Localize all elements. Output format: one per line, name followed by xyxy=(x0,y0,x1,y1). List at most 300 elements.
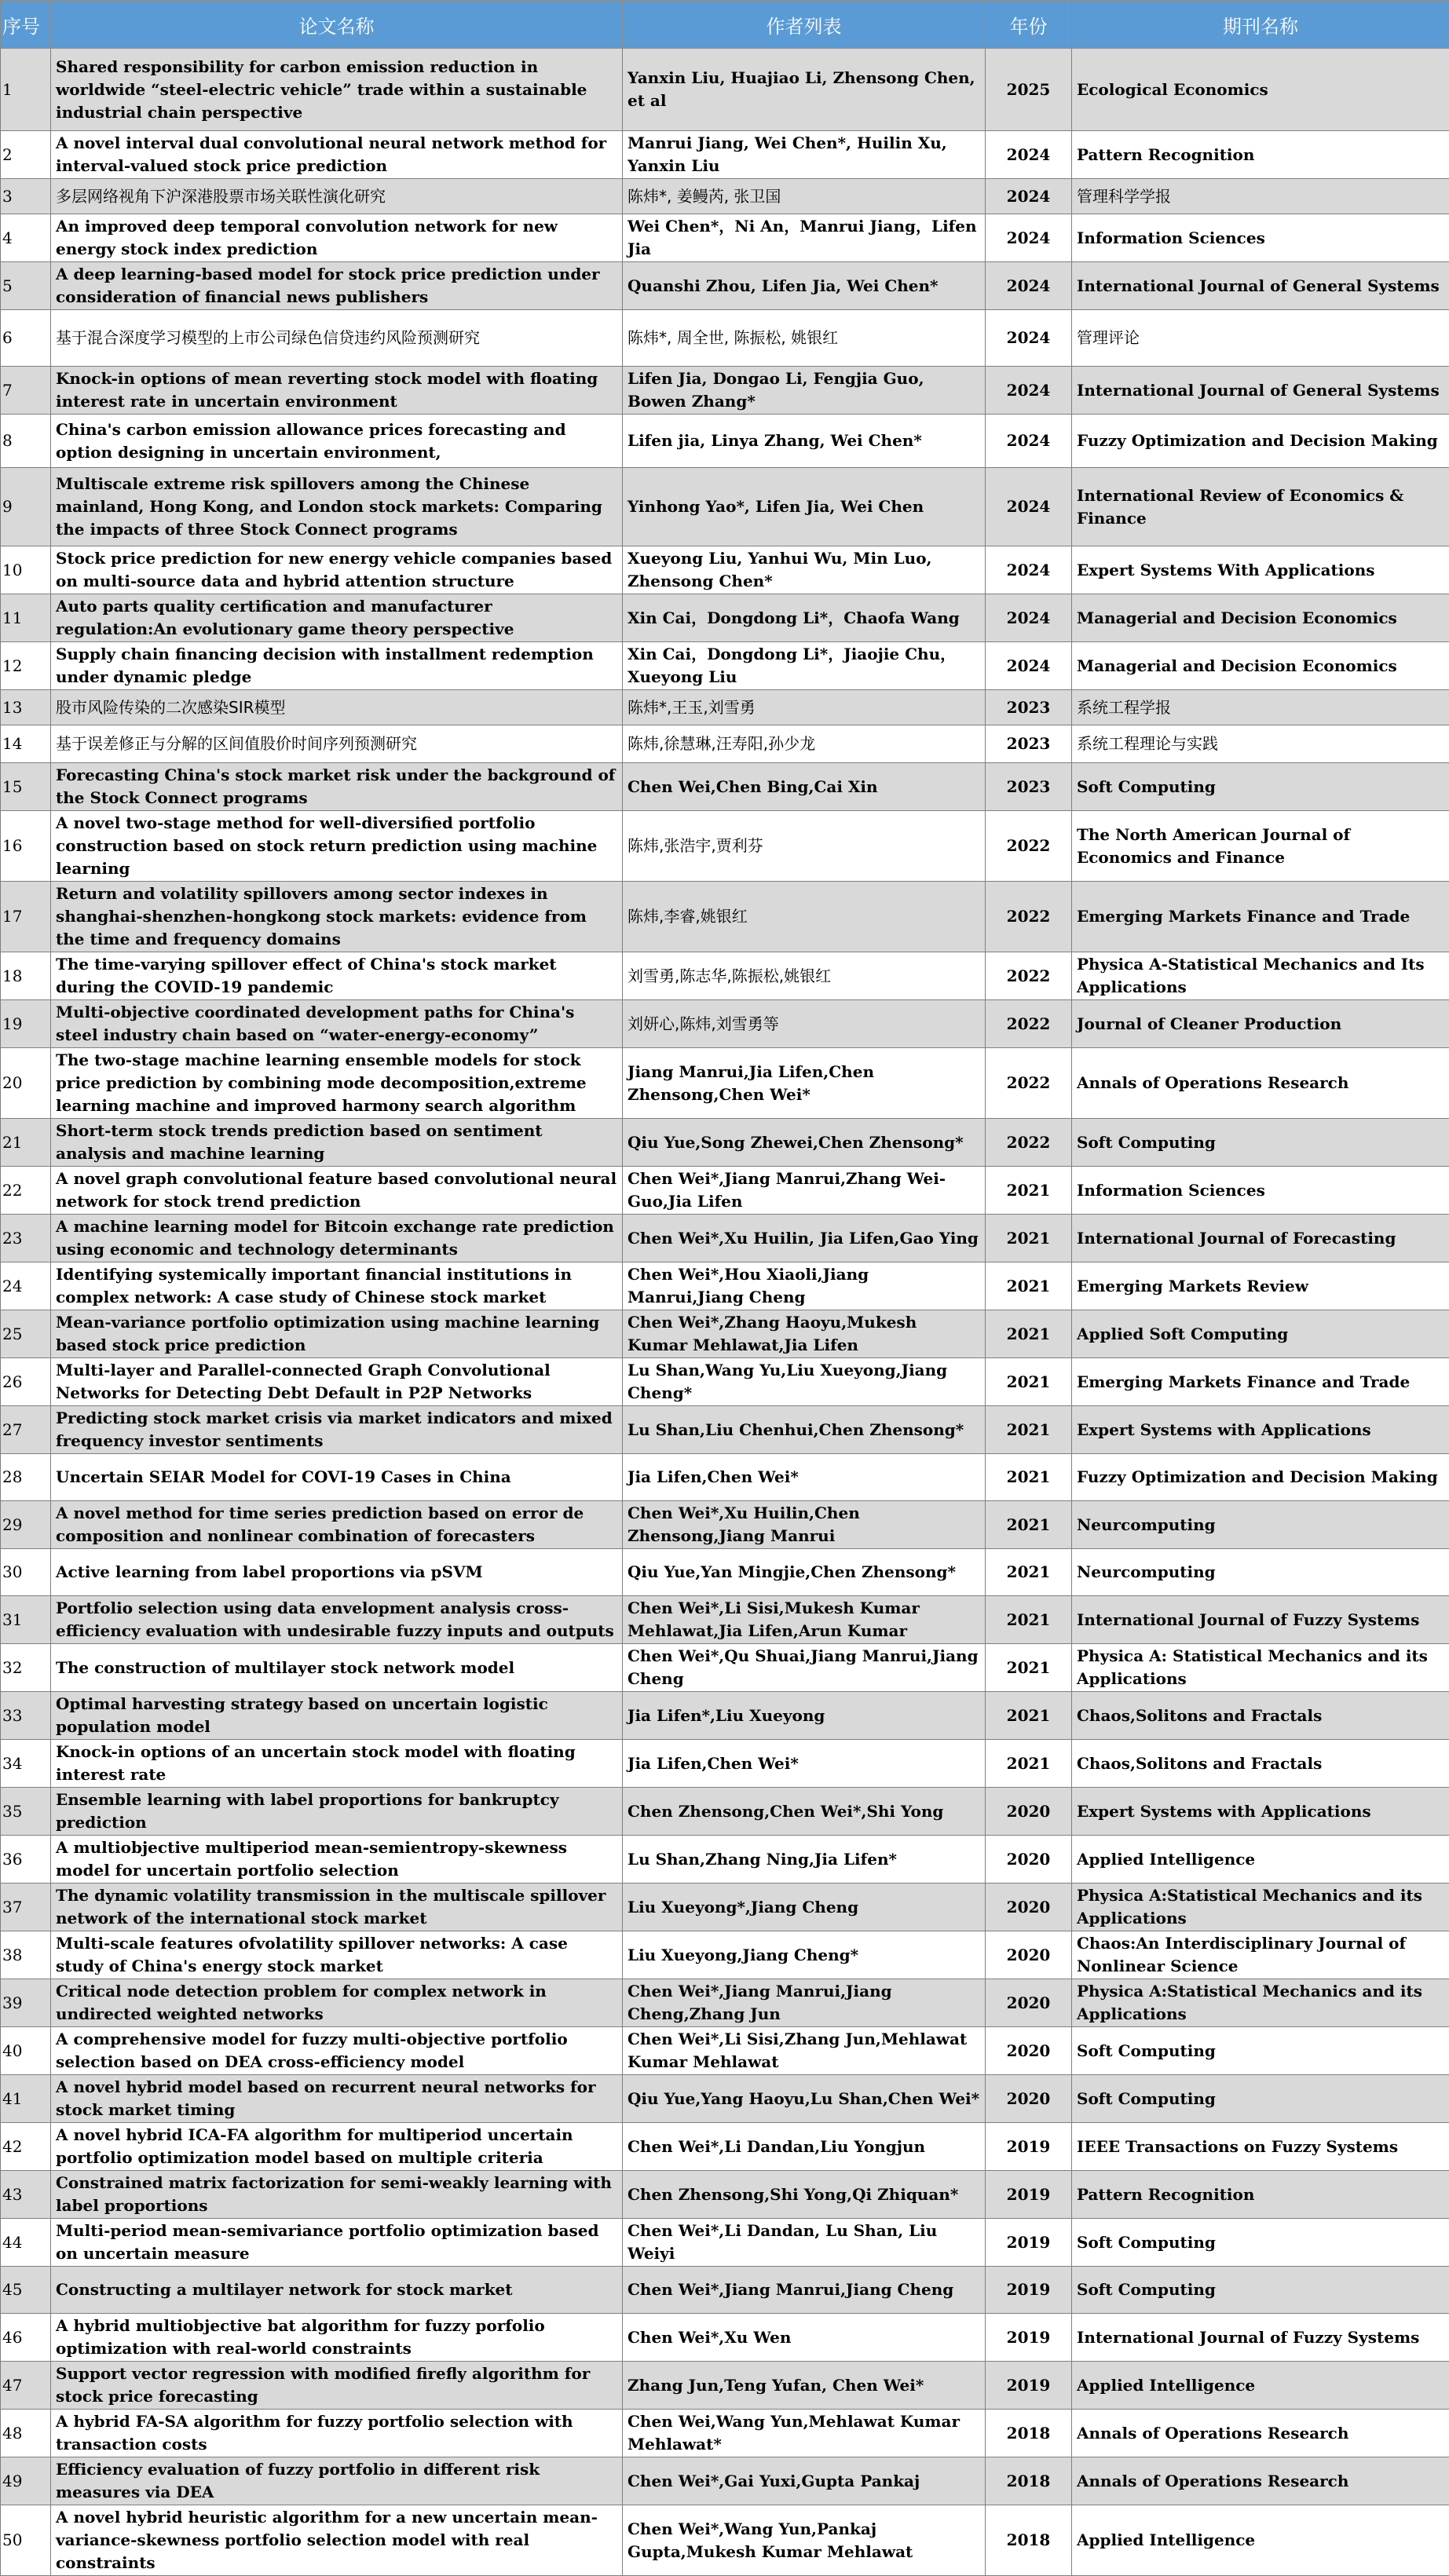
authors: 刘妍心,陈炜,刘雪勇等 xyxy=(623,1000,986,1048)
table-row xyxy=(1,310,1449,367)
journal: Annals of Operations Research xyxy=(1072,2457,1449,2505)
paper-title: Predicting stock market crisis via market indicators and mixed frequency investor sentiments xyxy=(51,1406,623,1454)
row-no: 8 xyxy=(1,415,51,468)
authors: Lu Shan,Wang Yu,Liu Xueyong,Jiang Cheng* xyxy=(623,1358,986,1406)
year: 2022 xyxy=(986,1000,1072,1048)
paper-title: Constructing a multilayer network for stock market xyxy=(51,2267,623,2314)
table-row xyxy=(1,2171,1449,2219)
authors: Chen Wei*,Li Dandan,Liu Yongjun xyxy=(623,2123,986,2171)
authors: Jia Lifen,Chen Wei* xyxy=(623,1740,986,1788)
row-no: 33 xyxy=(1,1692,51,1740)
year: 2022 xyxy=(986,1119,1072,1167)
row-no: 24 xyxy=(1,1262,51,1310)
year: 2019 xyxy=(986,2267,1072,2314)
year: 2020 xyxy=(986,1788,1072,1836)
paper-title: A novel hybrid model based on recurrent neural networks for stock market timing xyxy=(51,2075,623,2123)
paper-title: A deep learning-based model for stock price prediction under consideration of financial news publishers xyxy=(51,262,623,310)
table-row xyxy=(1,2410,1449,2457)
header-no: 序号 xyxy=(1,1,51,49)
table-row xyxy=(1,1215,1449,1262)
journal: Soft Computing xyxy=(1072,2219,1449,2267)
row-no: 49 xyxy=(1,2457,51,2505)
header-title: 论文名称 xyxy=(51,1,623,49)
authors: Chen Wei*,Jiang Manrui,Jiang Cheng,Zhang Jun xyxy=(623,1979,986,2027)
table-row xyxy=(1,415,1449,468)
table-row xyxy=(1,1836,1449,1884)
table-row xyxy=(1,1119,1449,1167)
paper-title: The time-varying spillover effect of China's stock market during the COVID-19 pandemic xyxy=(51,952,623,1000)
row-no: 44 xyxy=(1,2219,51,2267)
journal: Annals of Operations Research xyxy=(1072,2410,1449,2457)
row-no: 35 xyxy=(1,1788,51,1836)
authors: 陈炜*, 周全世, 陈振松, 姚银红 xyxy=(623,310,986,367)
authors: Qiu Yue,Yan Mingjie,Chen Zhensong* xyxy=(623,1549,986,1596)
journal: International Journal of General Systems xyxy=(1072,367,1449,415)
table-row xyxy=(1,2362,1449,2410)
table-row xyxy=(1,690,1449,725)
year: 2021 xyxy=(986,1549,1072,1596)
row-no: 20 xyxy=(1,1048,51,1119)
year: 2023 xyxy=(986,763,1072,811)
year: 2024 xyxy=(986,594,1072,642)
authors: Chen Wei*,Jiang Manrui,Zhang Wei-Guo,Jia Lifen xyxy=(623,1167,986,1215)
authors: Chen Wei*,Li Sisi,Zhang Jun,Mehlawat Kumar Mehlawat xyxy=(623,2027,986,2075)
authors: 陈炜,李睿,姚银红 xyxy=(623,882,986,952)
row-no: 46 xyxy=(1,2314,51,2362)
row-no: 4 xyxy=(1,214,51,262)
authors: Chen Wei*,Hou Xiaoli,Jiang Manrui,Jiang Cheng xyxy=(623,1262,986,1310)
journal: 系统工程学报 xyxy=(1072,690,1449,725)
journal: International Journal of General Systems xyxy=(1072,262,1449,310)
row-no: 7 xyxy=(1,367,51,415)
paper-title: A novel two-stage method for well-diversified portfolio construction based on stock return prediction using machine learning xyxy=(51,811,623,882)
year: 2023 xyxy=(986,725,1072,763)
authors: Lu Shan,Zhang Ning,Jia Lifen* xyxy=(623,1836,986,1884)
authors: Chen Wei,Wang Yun,Mehlawat Kumar Mehlawat* xyxy=(623,2410,986,2457)
journal: Chaos:An Interdisciplinary Journal of Nonlinear Science xyxy=(1072,1931,1449,1979)
journal: International Journal of Forecasting xyxy=(1072,1215,1449,1262)
journal: Managerial and Decision Economics xyxy=(1072,594,1449,642)
journal: Emerging Markets Finance and Trade xyxy=(1072,1358,1449,1406)
row-no: 25 xyxy=(1,1310,51,1358)
row-no: 14 xyxy=(1,725,51,763)
authors: Liu Xueyong*,Jiang Cheng xyxy=(623,1884,986,1931)
paper-title: A hybrid multiobjective bat algorithm for fuzzy porfolio optimization with real-world constraints xyxy=(51,2314,623,2362)
table-row xyxy=(1,763,1449,811)
table-row xyxy=(1,546,1449,594)
paper-title: 多层网络视角下沪深港股票市场关联性演化研究 xyxy=(51,179,623,214)
row-no: 12 xyxy=(1,642,51,690)
row-no: 47 xyxy=(1,2362,51,2410)
authors: Chen Wei*,Gai Yuxi,Gupta Pankaj xyxy=(623,2457,986,2505)
authors: Liu Xueyong,Jiang Cheng* xyxy=(623,1931,986,1979)
row-no: 50 xyxy=(1,2505,51,2576)
row-no: 18 xyxy=(1,952,51,1000)
authors: Chen Wei*,Xu Wen xyxy=(623,2314,986,2362)
table-row xyxy=(1,2123,1449,2171)
row-no: 32 xyxy=(1,1644,51,1692)
paper-title: Short-term stock trends prediction based on sentiment analysis and machine learning xyxy=(51,1119,623,1167)
row-no: 17 xyxy=(1,882,51,952)
table-row xyxy=(1,811,1449,882)
journal: Expert Systems with Applications xyxy=(1072,1406,1449,1454)
table-row xyxy=(1,2314,1449,2362)
journal: Physica A:Statistical Mechanics and its Applications xyxy=(1072,1884,1449,1931)
year: 2022 xyxy=(986,952,1072,1000)
journal: Soft Computing xyxy=(1072,2075,1449,2123)
table-row xyxy=(1,1358,1449,1406)
authors: Manrui Jiang, Wei Chen*, Huilin Xu, Yanxin Liu xyxy=(623,131,986,179)
table-row xyxy=(1,594,1449,642)
row-no: 6 xyxy=(1,310,51,367)
year: 2024 xyxy=(986,468,1072,546)
paper-title: Auto parts quality certification and manufacturer regulation:An evolutionary game theory perspective xyxy=(51,594,623,642)
authors: 陈炜,张浩宇,贾利芬 xyxy=(623,811,986,882)
year: 2022 xyxy=(986,882,1072,952)
year: 2019 xyxy=(986,2171,1072,2219)
journal: IEEE Transactions on Fuzzy Systems xyxy=(1072,2123,1449,2171)
row-no: 3 xyxy=(1,179,51,214)
authors: Chen Wei*,Jiang Manrui,Jiang Cheng xyxy=(623,2267,986,2314)
authors: Chen Zhensong,Shi Yong,Qi Zhiquan* xyxy=(623,2171,986,2219)
year: 2021 xyxy=(986,1501,1072,1549)
header-row xyxy=(1,1,1449,49)
authors: Xin Cai，Dongdong Li*，Chaofa Wang xyxy=(623,594,986,642)
row-no: 23 xyxy=(1,1215,51,1262)
table-row xyxy=(1,2505,1449,2576)
authors: Xueyong Liu, Yanhui Wu, Min Luo, Zhensong Chen* xyxy=(623,546,986,594)
year: 2020 xyxy=(986,1884,1072,1931)
paper-title: An improved deep temporal convolution network for new energy stock index prediction xyxy=(51,214,623,262)
authors: 刘雪勇,陈志华,陈振松,姚银红 xyxy=(623,952,986,1000)
year: 2024 xyxy=(986,642,1072,690)
year: 2021 xyxy=(986,1167,1072,1215)
year: 2024 xyxy=(986,415,1072,468)
row-no: 28 xyxy=(1,1454,51,1501)
year: 2018 xyxy=(986,2505,1072,2576)
table-header xyxy=(1,1,1449,49)
table-row xyxy=(1,642,1449,690)
authors: Lifen jia, Linya Zhang, Wei Chen* xyxy=(623,415,986,468)
year: 2024 xyxy=(986,214,1072,262)
journal: Emerging Markets Finance and Trade xyxy=(1072,882,1449,952)
row-no: 31 xyxy=(1,1596,51,1644)
table-row xyxy=(1,1979,1449,2027)
table-row xyxy=(1,1000,1449,1048)
year: 2023 xyxy=(986,690,1072,725)
authors: Chen Wei*,Qu Shuai,Jiang Manrui,Jiang Cheng xyxy=(623,1644,986,1692)
authors: Chen Wei*,Wang Yun,Pankaj Gupta,Mukesh Kumar Mehlawat xyxy=(623,2505,986,2576)
table-row xyxy=(1,952,1449,1000)
journal: International Review of Economics & Finance xyxy=(1072,468,1449,546)
paper-title: Stock price prediction for new energy vehicle companies based on multi-source data and hybrid attention structure xyxy=(51,546,623,594)
paper-title: Shared responsibility for carbon emission reduction in worldwide “steel-electric vehicle” trade within a sustainable industrial chain perspective xyxy=(51,49,623,131)
table-row xyxy=(1,179,1449,214)
row-no: 11 xyxy=(1,594,51,642)
row-no: 30 xyxy=(1,1549,51,1596)
authors: Chen Zhensong,Chen Wei*,Shi Yong xyxy=(623,1788,986,1836)
table-row xyxy=(1,1262,1449,1310)
paper-title: Multi-layer and Parallel-connected Graph Convolutional Networks for Detecting Debt Default in P2P Networks xyxy=(51,1358,623,1406)
year: 2021 xyxy=(986,1454,1072,1501)
journal: Fuzzy Optimization and Decision Making xyxy=(1072,415,1449,468)
paper-title: 基于误差修正与分解的区间值股价时间序列预测研究 xyxy=(51,725,623,763)
paper-title: 基于混合深度学习模型的上市公司绿色信贷违约风险预测研究 xyxy=(51,310,623,367)
year: 2024 xyxy=(986,546,1072,594)
paper-title: Mean-variance portfolio optimization using machine learning based stock price prediction xyxy=(51,1310,623,1358)
journal: Managerial and Decision Economics xyxy=(1072,642,1449,690)
row-no: 39 xyxy=(1,1979,51,2027)
year: 2021 xyxy=(986,1692,1072,1740)
table-body xyxy=(1,49,1449,2576)
row-no: 37 xyxy=(1,1884,51,1931)
paper-title: Multi-scale features ofvolatility spillover networks: A case study of China's energy stock market xyxy=(51,1931,623,1979)
journal: Applied Soft Computing xyxy=(1072,1310,1449,1358)
journal: International Journal of Fuzzy Systems xyxy=(1072,1596,1449,1644)
year: 2022 xyxy=(986,811,1072,882)
year: 2020 xyxy=(986,1836,1072,1884)
row-no: 5 xyxy=(1,262,51,310)
header-authors: 作者列表 xyxy=(623,1,986,49)
journal: International Journal of Fuzzy Systems xyxy=(1072,2314,1449,2362)
authors: Chen Wei*,Li Dandan, Lu Shan, Liu Weiyi xyxy=(623,2219,986,2267)
year: 2019 xyxy=(986,2314,1072,2362)
paper-title: The construction of multilayer stock network model xyxy=(51,1644,623,1692)
authors: Lu Shan,Liu Chenhui,Chen Zhensong* xyxy=(623,1406,986,1454)
row-no: 9 xyxy=(1,468,51,546)
year: 2021 xyxy=(986,1358,1072,1406)
row-no: 29 xyxy=(1,1501,51,1549)
journal: Emerging Markets Review xyxy=(1072,1262,1449,1310)
paper-title: A hybrid FA-SA algorithm for fuzzy portfolio selection with transaction costs xyxy=(51,2410,623,2457)
table-row xyxy=(1,1549,1449,1596)
paper-title: Forecasting China's stock market risk under the background of the Stock Connect programs xyxy=(51,763,623,811)
table-row xyxy=(1,1884,1449,1931)
journal: Applied Intelligence xyxy=(1072,2362,1449,2410)
year: 2020 xyxy=(986,2075,1072,2123)
header-year: 年份 xyxy=(986,1,1072,49)
table-row xyxy=(1,468,1449,546)
paper-title: Identifying systemically important financial institutions in complex network: A case study of Chinese stock market xyxy=(51,1262,623,1310)
row-no: 27 xyxy=(1,1406,51,1454)
table-row xyxy=(1,2457,1449,2505)
row-no: 40 xyxy=(1,2027,51,2075)
paper-title: Portfolio selection using data envelopment analysis cross-efficiency evaluation with undesirable fuzzy inputs and outputs xyxy=(51,1596,623,1644)
journal: Physica A: Statistical Mechanics and its Applications xyxy=(1072,1644,1449,1692)
table-row xyxy=(1,1454,1449,1501)
paper-title: A machine learning model for Bitcoin exchange rate prediction using economic and technology determinants xyxy=(51,1215,623,1262)
table-row xyxy=(1,1048,1449,1119)
year: 2020 xyxy=(986,2027,1072,2075)
authors: Qiu Yue,Song Zhewei,Chen Zhensong* xyxy=(623,1119,986,1167)
paper-title: Optimal harvesting strategy based on uncertain logistic population model xyxy=(51,1692,623,1740)
table-row xyxy=(1,2075,1449,2123)
paper-title: A novel method for time series prediction based on error de composition and nonlinear combination of forecasters xyxy=(51,1501,623,1549)
journal: The North American Journal of Economics and Finance xyxy=(1072,811,1449,882)
table-row xyxy=(1,1167,1449,1215)
row-no: 38 xyxy=(1,1931,51,1979)
row-no: 15 xyxy=(1,763,51,811)
journal: Chaos,Solitons and Fractals xyxy=(1072,1692,1449,1740)
paper-title: A novel hybrid heuristic algorithm for a new uncertain mean-variance-skewness portfolio selection model with real constraints xyxy=(51,2505,623,2576)
authors: 陈炜*, 姜鳗芮, 张卫国 xyxy=(623,179,986,214)
table-row xyxy=(1,49,1449,131)
journal: Applied Intelligence xyxy=(1072,2505,1449,2576)
paper-title: Knock-in options of an uncertain stock model with floating interest rate xyxy=(51,1740,623,1788)
paper-title: Uncertain SEIAR Model for COVI-19 Cases in China xyxy=(51,1454,623,1501)
table-row xyxy=(1,1310,1449,1358)
journal: Pattern Recognition xyxy=(1072,2171,1449,2219)
paper-title: A comprehensive model for fuzzy multi-objective portfolio selection based on DEA cross-efficiency model xyxy=(51,2027,623,2075)
authors: Qiu Yue,Yang Haoyu,Lu Shan,Chen Wei* xyxy=(623,2075,986,2123)
year: 2019 xyxy=(986,2362,1072,2410)
authors: Xin Cai，Dongdong Li*，Jiaojie Chu，Xueyong Liu xyxy=(623,642,986,690)
year: 2025 xyxy=(986,49,1072,131)
table-row xyxy=(1,1596,1449,1644)
year: 2019 xyxy=(986,2219,1072,2267)
paper-title: A novel interval dual convolutional neural network method for interval-valued stock price prediction xyxy=(51,131,623,179)
journal: Expert Systems with Applications xyxy=(1072,1788,1449,1836)
authors: Chen Wei,Chen Bing,Cai Xin xyxy=(623,763,986,811)
journal: Ecological Economics xyxy=(1072,49,1449,131)
table-row xyxy=(1,1740,1449,1788)
journal: Soft Computing xyxy=(1072,2267,1449,2314)
year: 2021 xyxy=(986,1596,1072,1644)
journal: Journal of Cleaner Production xyxy=(1072,1000,1449,1048)
paper-title: Support vector regression with modified firefly algorithm for stock price forecasting xyxy=(51,2362,623,2410)
header-journal: 期刊名称 xyxy=(1072,1,1449,49)
journal: 管理科学学报 xyxy=(1072,179,1449,214)
year: 2020 xyxy=(986,1931,1072,1979)
row-no: 22 xyxy=(1,1167,51,1215)
paper-title: China's carbon emission allowance prices forecasting and option designing in uncertain environment, xyxy=(51,415,623,468)
paper-title: Ensemble learning with label proportions for bankruptcy prediction xyxy=(51,1788,623,1836)
authors: Chen Wei*,Xu Huilin, Jia Lifen,Gao Ying xyxy=(623,1215,986,1262)
table-row xyxy=(1,1644,1449,1692)
journal: 管理评论 xyxy=(1072,310,1449,367)
row-no: 41 xyxy=(1,2075,51,2123)
row-no: 16 xyxy=(1,811,51,882)
year: 2021 xyxy=(986,1406,1072,1454)
paper-title: A novel hybrid ICA-FA algorithm for multiperiod uncertain portfolio optimization model based on multiple criteria xyxy=(51,2123,623,2171)
paper-title: 股市风险传染的二次感染SIR模型 xyxy=(51,690,623,725)
authors: Zhang Jun,Teng Yufan, Chen Wei* xyxy=(623,2362,986,2410)
row-no: 48 xyxy=(1,2410,51,2457)
journal: Soft Computing xyxy=(1072,763,1449,811)
paper-title: The dynamic volatility transmission in the multiscale spillover network of the international stock market xyxy=(51,1884,623,1931)
paper-title: Efficiency evaluation of fuzzy portfolio in different risk measures via DEA xyxy=(51,2457,623,2505)
row-no: 1 xyxy=(1,49,51,131)
row-no: 43 xyxy=(1,2171,51,2219)
journal: Chaos,Solitons and Fractals xyxy=(1072,1740,1449,1788)
row-no: 34 xyxy=(1,1740,51,1788)
authors: Chen Wei*,Li Sisi,Mukesh Kumar Mehlawat,Jia Lifen,Arun Kumar xyxy=(623,1596,986,1644)
row-no: 19 xyxy=(1,1000,51,1048)
journal: Expert Systems With Applications xyxy=(1072,546,1449,594)
authors: Jia Lifen,Chen Wei* xyxy=(623,1454,986,1501)
authors: Chen Wei*,Xu Huilin,Chen Zhensong,Jiang Manrui xyxy=(623,1501,986,1549)
year: 2024 xyxy=(986,179,1072,214)
table-row xyxy=(1,2219,1449,2267)
paper-title: Multi-objective coordinated development paths for China's steel industry chain based on “water-energy-economy” xyxy=(51,1000,623,1048)
year: 2021 xyxy=(986,1215,1072,1262)
year: 2021 xyxy=(986,1262,1072,1310)
table-row xyxy=(1,367,1449,415)
journal: Information Sciences xyxy=(1072,1167,1449,1215)
year: 2024 xyxy=(986,131,1072,179)
journal: Fuzzy Optimization and Decision Making xyxy=(1072,1454,1449,1501)
table-row xyxy=(1,1406,1449,1454)
journal: 系统工程理论与实践 xyxy=(1072,725,1449,763)
authors: Jiang Manrui,Jia Lifen,Chen Zhensong,Chen Wei* xyxy=(623,1048,986,1119)
journal: Neurcomputing xyxy=(1072,1549,1449,1596)
table-row xyxy=(1,882,1449,952)
table-row xyxy=(1,214,1449,262)
authors: Chen Wei*,Zhang Haoyu,Mukesh Kumar Mehlawat,Jia Lifen xyxy=(623,1310,986,1358)
journal: Applied Intelligence xyxy=(1072,1836,1449,1884)
authors: Yinhong Yao*, Lifen Jia, Wei Chen xyxy=(623,468,986,546)
paper-title: A novel graph convolutional feature based convolutional neural network for stock trend prediction xyxy=(51,1167,623,1215)
row-no: 36 xyxy=(1,1836,51,1884)
paper-title: Critical node detection problem for complex network in undirected weighted networks xyxy=(51,1979,623,2027)
paper-title: A multiobjective multiperiod mean-semientropy-skewness model for uncertain portfolio selection xyxy=(51,1836,623,1884)
journal: Information Sciences xyxy=(1072,214,1449,262)
paper-title: Return and volatility spillovers among sector indexes in shanghai-shenzhen-hongkong stock markets: evidence from the time and frequency domains xyxy=(51,882,623,952)
row-no: 45 xyxy=(1,2267,51,2314)
table-row xyxy=(1,1501,1449,1549)
year: 2021 xyxy=(986,1740,1072,1788)
row-no: 42 xyxy=(1,2123,51,2171)
table-row xyxy=(1,131,1449,179)
authors: Lifen Jia, Dongao Li, Fengjia Guo, Bowen Zhang* xyxy=(623,367,986,415)
row-no: 2 xyxy=(1,131,51,179)
journal: Soft Computing xyxy=(1072,2027,1449,2075)
table-row xyxy=(1,2027,1449,2075)
table-row xyxy=(1,725,1449,763)
paper-title: Constrained matrix factorization for semi-weakly learning with label proportions xyxy=(51,2171,623,2219)
row-no: 10 xyxy=(1,546,51,594)
journal: Annals of Operations Research xyxy=(1072,1048,1449,1119)
year: 2018 xyxy=(986,2410,1072,2457)
paper-title: Multi-period mean-semivariance portfolio optimization based on uncertain measure xyxy=(51,2219,623,2267)
authors: Quanshi Zhou, Lifen Jia, Wei Chen* xyxy=(623,262,986,310)
table-row xyxy=(1,1692,1449,1740)
paper-title: Active learning from label proportions via pSVM xyxy=(51,1549,623,1596)
year: 2022 xyxy=(986,1048,1072,1119)
table-row xyxy=(1,1788,1449,1836)
table-row xyxy=(1,2267,1449,2314)
journal: Physica A:Statistical Mechanics and its Applications xyxy=(1072,1979,1449,2027)
paper-title: The two-stage machine learning ensemble models for stock price prediction by combining mode decomposition,extreme learning machine and improved harmony search algorithm xyxy=(51,1048,623,1119)
paper-title: Supply chain financing decision with installment redemption under dynamic pledge xyxy=(51,642,623,690)
journal: Physica A-Statistical Mechanics and Its Applications xyxy=(1072,952,1449,1000)
row-no: 26 xyxy=(1,1358,51,1406)
paper-title: Knock-in options of mean reverting stock model with floating interest rate in uncertain environment xyxy=(51,367,623,415)
journal: Soft Computing xyxy=(1072,1119,1449,1167)
year: 2020 xyxy=(986,1979,1072,2027)
authors: 陈炜,徐慧琳,汪寿阳,孙少龙 xyxy=(623,725,986,763)
authors: Wei Chen*，Ni An，Manrui Jiang，Lifen Jia xyxy=(623,214,986,262)
authors: Jia Lifen*,Liu Xueyong xyxy=(623,1692,986,1740)
year: 2018 xyxy=(986,2457,1072,2505)
table-row xyxy=(1,1931,1449,1979)
journal: Pattern Recognition xyxy=(1072,131,1449,179)
year: 2024 xyxy=(986,367,1072,415)
row-no: 13 xyxy=(1,690,51,725)
year: 2024 xyxy=(986,310,1072,367)
year: 2019 xyxy=(986,2123,1072,2171)
year: 2021 xyxy=(986,1644,1072,1692)
